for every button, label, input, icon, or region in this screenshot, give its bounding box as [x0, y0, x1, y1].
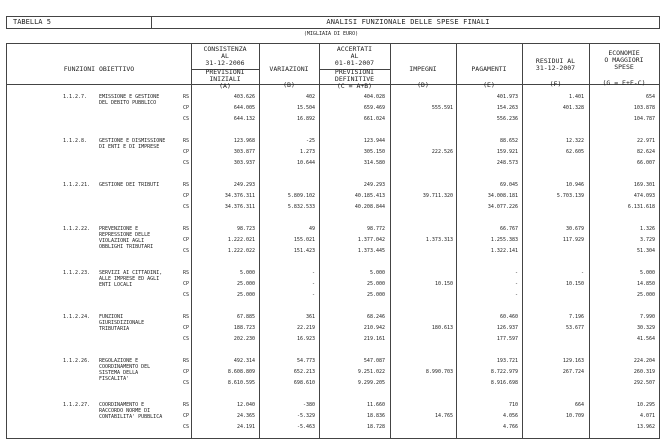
row-code: 1.1.2.21.: [63, 182, 91, 188]
cell-value: 53.677: [565, 325, 584, 331]
cell-value: -: [514, 281, 518, 287]
cell-value: 303.937: [233, 160, 255, 166]
cell-value: 661.024: [363, 116, 385, 122]
row-description: REGOLAZIONE E COORDINAMENTO DEL SISTEMA DELLA FISCALITA': [99, 358, 151, 382]
row-type: CS: [183, 116, 190, 122]
cell-value: 18.728: [366, 424, 385, 430]
cell-value: 5.000: [369, 270, 385, 276]
cell-value: 67.885: [236, 314, 255, 320]
row-type: CS: [183, 204, 190, 210]
cell-value: 9.299.205: [357, 380, 385, 386]
cell-value: 151.423: [293, 248, 315, 254]
cell-value: 210.942: [363, 325, 385, 331]
col-header-pagamenti: PAGAMENTI (E): [471, 65, 507, 89]
cell-value: 34.376.311: [224, 193, 255, 199]
cell-value: 34.077.226: [487, 204, 518, 210]
cell-value: 5.809.102: [287, 193, 315, 199]
cell-value: 7.990: [639, 314, 655, 320]
cell-value: 16.923: [296, 336, 315, 342]
row-type: CS: [183, 336, 190, 342]
cell-value: 25.000: [236, 281, 255, 287]
cell-value: 88.652: [499, 138, 518, 144]
column-divider: [319, 44, 320, 438]
cell-value: -: [311, 292, 315, 298]
cell-value: 654: [645, 94, 655, 100]
cell-value: 10.150: [565, 281, 584, 287]
row-description: GESTIONE E DISMISSIONE DI ENTI E DI IMPRESE: [99, 138, 166, 150]
cell-value: 6.131.618: [627, 204, 655, 210]
cell-value: 169.301: [633, 182, 655, 188]
table-label: TABELLA 5: [13, 18, 51, 26]
column-divider: [589, 44, 590, 438]
cell-value: 1.377.042: [357, 237, 385, 243]
row-type: RS: [183, 358, 190, 364]
row-description: GESTIONE DEI TRIBUTI: [99, 182, 160, 188]
column-divider: [191, 44, 192, 438]
cell-value: 154.263: [496, 105, 518, 111]
cell-value: 66.767: [499, 226, 518, 232]
row-type: CP: [183, 281, 190, 287]
column-divider: [390, 44, 391, 438]
col-header-impegni: IMPEGNI (D): [409, 65, 437, 89]
cell-value: 1.255.383: [490, 237, 518, 243]
cell-value: 5.000: [239, 270, 255, 276]
cell-value: 248.573: [496, 160, 518, 166]
row-type: CS: [183, 424, 190, 430]
cell-value: 30.679: [565, 226, 584, 232]
row-type: RS: [183, 226, 190, 232]
cell-value: 15.504: [296, 105, 315, 111]
row-type: CP: [183, 149, 190, 155]
cell-value: -: [311, 281, 315, 287]
row-type: RS: [183, 182, 190, 188]
cell-value: 9.251.022: [357, 369, 385, 375]
cell-value: 10.150: [434, 281, 453, 287]
cell-value: 177.597: [496, 336, 518, 342]
cell-value: 260.319: [633, 369, 655, 375]
cell-value: 129.163: [562, 358, 584, 364]
cell-value: 18.836: [366, 413, 385, 419]
cell-value: 474.093: [633, 193, 655, 199]
cell-value: 5.000: [639, 270, 655, 276]
cell-value: -25: [305, 138, 315, 144]
cell-value: 180.613: [431, 325, 453, 331]
cell-value: 39.711.320: [422, 193, 453, 199]
cell-value: 3.729: [639, 237, 655, 243]
cell-value: 188.723: [233, 325, 255, 331]
column-divider: [456, 44, 457, 438]
cell-value: -: [580, 270, 584, 276]
cell-value: 34.376.311: [224, 204, 255, 210]
cell-value: 98.723: [236, 226, 255, 232]
cell-value: 1.222.022: [227, 248, 255, 254]
cell-value: 652.213: [293, 369, 315, 375]
cell-value: 1.401: [568, 94, 584, 100]
cell-value: 202.230: [233, 336, 255, 342]
column-divider: [522, 44, 523, 438]
col-header-variazioni: VARIAZIONI (B): [269, 65, 309, 89]
cell-value: 12.040: [236, 402, 255, 408]
unit-caption: (MIGLIAIA DI EURO): [303, 31, 359, 37]
cell-value: 10.644: [296, 160, 315, 166]
cell-value: 22.219: [296, 325, 315, 331]
cell-value: 25.000: [236, 292, 255, 298]
cell-value: 69.045: [499, 182, 518, 188]
row-type: CP: [183, 325, 190, 331]
row-type: RS: [183, 314, 190, 320]
cell-value: 492.314: [233, 358, 255, 364]
cell-value: 402: [305, 94, 315, 100]
cell-value: 710: [508, 402, 518, 408]
cell-value: 14.765: [434, 413, 453, 419]
cell-value: 159.921: [496, 149, 518, 155]
cell-value: 123.944: [363, 138, 385, 144]
row-type: RS: [183, 138, 190, 144]
cell-value: 5.703.139: [556, 193, 584, 199]
cell-value: 25.000: [366, 281, 385, 287]
cell-value: 4.056: [502, 413, 518, 419]
cell-value: 1.322.141: [490, 248, 518, 254]
cell-value: 12.322: [565, 138, 584, 144]
row-code: 1.1.2.8.: [63, 138, 88, 144]
cell-value: 222.526: [431, 149, 453, 155]
cell-value: 10.295: [636, 402, 655, 408]
cell-value: -5.463: [296, 424, 315, 430]
cell-value: 664: [574, 402, 584, 408]
cell-value: 25.000: [636, 292, 655, 298]
row-code: 1.1.2.7.: [63, 94, 88, 100]
cell-value: 34.008.181: [487, 193, 518, 199]
cell-value: 1.373.445: [357, 248, 385, 254]
cell-value: 556.236: [496, 116, 518, 122]
row-type: CP: [183, 369, 190, 375]
cell-value: 1.326: [639, 226, 655, 232]
cell-value: 98.772: [366, 226, 385, 232]
row-type: CP: [183, 105, 190, 111]
cell-value: 68.246: [366, 314, 385, 320]
cell-value: 219.161: [363, 336, 385, 342]
cell-value: 24.191: [236, 424, 255, 430]
row-type: CS: [183, 380, 190, 386]
cell-value: 1.222.021: [227, 237, 255, 243]
cell-value: 698.610: [293, 380, 315, 386]
cell-value: 1.273: [299, 149, 315, 155]
cell-value: 401.328: [562, 105, 584, 111]
row-type: RS: [183, 94, 190, 100]
col-header-consistenza: CONSISTENZA AL 31-12-2006 PREVISIONI INIZIALI (A): [203, 45, 247, 90]
row-type: RS: [183, 402, 190, 408]
cell-value: 10.709: [565, 413, 584, 419]
cell-value: 22.971: [636, 138, 655, 144]
cell-value: 305.150: [363, 149, 385, 155]
cell-value: 659.469: [363, 105, 385, 111]
cell-value: 4.766: [502, 424, 518, 430]
cell-value: 25.000: [366, 292, 385, 298]
cell-value: 361: [305, 314, 315, 320]
cell-value: 40.208.844: [354, 204, 385, 210]
cell-value: 292.507: [633, 380, 655, 386]
cell-value: -: [311, 270, 315, 276]
cell-value: 40.185.413: [354, 193, 385, 199]
cell-value: 8.990.703: [425, 369, 453, 375]
row-description: COORDINAMENTO E RACCORDO NORME DI CONTABILITA' PUBBLICA: [99, 402, 163, 420]
row-code: 1.1.2.27.: [63, 402, 91, 408]
cell-value: 8.610.595: [227, 380, 255, 386]
cell-value: 60.460: [499, 314, 518, 320]
cell-value: 644.005: [233, 105, 255, 111]
table-title: ANALISI FUNZIONALE DELLE SPESE FINALI: [326, 18, 490, 26]
row-code: 1.1.2.26.: [63, 358, 91, 364]
cell-value: 14.850: [636, 281, 655, 287]
cell-value: 249.293: [363, 182, 385, 188]
cell-value: 16.892: [296, 116, 315, 122]
col-header-residui: RESIDUI AL 31-12-2007 (F): [535, 57, 576, 88]
cell-value: 8.608.809: [227, 369, 255, 375]
row-type: CP: [183, 237, 190, 243]
cell-value: 104.787: [633, 116, 655, 122]
table-header-bar: [6, 16, 660, 29]
cell-value: 8.916.698: [490, 380, 518, 386]
cell-value: 54.773: [296, 358, 315, 364]
cell-value: 8.722.979: [490, 369, 518, 375]
cell-value: -5.329: [296, 413, 315, 419]
row-type: RS: [183, 270, 190, 276]
cell-value: 30.329: [636, 325, 655, 331]
cell-value: 4.071: [639, 413, 655, 419]
cell-value: 193.721: [496, 358, 518, 364]
cell-value: 267.724: [562, 369, 584, 375]
cell-value: -380: [302, 402, 315, 408]
row-code: 1.1.2.24.: [63, 314, 91, 320]
cell-value: 41.564: [636, 336, 655, 342]
cell-value: 5.832.533: [287, 204, 315, 210]
cell-value: 644.132: [233, 116, 255, 122]
cell-value: 547.087: [363, 358, 385, 364]
cell-value: 62.605: [565, 149, 584, 155]
row-code: 1.1.2.23.: [63, 270, 91, 276]
cell-value: 7.196: [568, 314, 584, 320]
column-divider: [259, 44, 260, 438]
data-table: [6, 43, 660, 439]
row-type: CP: [183, 193, 190, 199]
cell-value: 24.365: [236, 413, 255, 419]
row-code: 1.1.2.22.: [63, 226, 91, 232]
row-type: CS: [183, 292, 190, 298]
cell-value: 314.580: [363, 160, 385, 166]
col-header-economie: ECONOMIE O MAGGIORI SPESE (G = E+F-C): [602, 49, 646, 87]
cell-value: -: [514, 292, 518, 298]
cell-value: 404.028: [363, 94, 385, 100]
cell-value: 10.946: [565, 182, 584, 188]
cell-value: 82.624: [636, 149, 655, 155]
table-label-cell: [7, 17, 152, 28]
row-description: SERVIZI AI CITTADINI, ALLE IMPRESE ED AGLI ENTI LOCALI: [99, 270, 163, 288]
cell-value: 49: [308, 226, 315, 232]
row-description: PREVENZIONE E REPRESSIONE DELLE VIOLAZIONI AGLI OBBLIGHI TRIBUTARI: [99, 226, 154, 250]
cell-value: 126.937: [496, 325, 518, 331]
row-description: FUNZIONI GIURISDIZIONALE TRIBUTARIA: [99, 314, 145, 332]
row-type: CS: [183, 248, 190, 254]
cell-value: 1.373.313: [425, 237, 453, 243]
cell-value: 13.962: [636, 424, 655, 430]
row-type: CP: [183, 413, 190, 419]
cell-value: 117.929: [562, 237, 584, 243]
cell-value: 103.878: [633, 105, 655, 111]
cell-value: 403.626: [233, 94, 255, 100]
cell-value: -: [514, 270, 518, 276]
cell-value: 51.304: [636, 248, 655, 254]
cell-value: 66.007: [636, 160, 655, 166]
cell-value: 11.660: [366, 402, 385, 408]
cell-value: 123.968: [233, 138, 255, 144]
col-header-funzioni: FUNZIONI OBIETTIVO: [63, 65, 135, 73]
cell-value: 401.973: [496, 94, 518, 100]
cell-value: 555.591: [431, 105, 453, 111]
cell-value: 155.021: [293, 237, 315, 243]
cell-value: 303.877: [233, 149, 255, 155]
cell-value: 224.204: [633, 358, 655, 364]
row-type: CS: [183, 160, 190, 166]
col-header-accertati: ACCERTATI AL 01-01-2007 PREVISIONI DEFINITIVE (C = A+B): [334, 45, 375, 90]
row-description: EMISSIONE E GESTIONE DEL DEBITO PUBBLICO: [99, 94, 160, 106]
cell-value: 249.293: [233, 182, 255, 188]
